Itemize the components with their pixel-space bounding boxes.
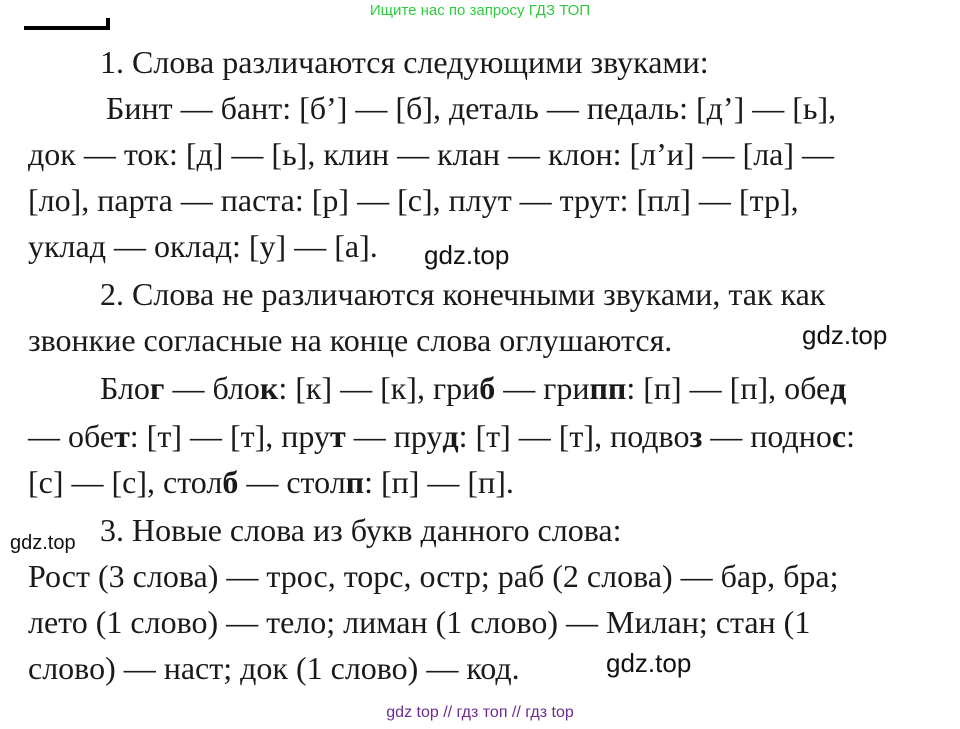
watermark: gdz.top [424,240,510,270]
text-line: лето (1 слово) — тело; лиман (1 слово) — Милан; стан (1 [28,604,811,640]
text-span: : [846,418,855,454]
bold-letter: к [259,370,279,406]
text-line [28,462,514,502]
text-line: Рост (3 слова) — трос, торс, остр; раб (2 слова) — бар, бра; [28,558,839,594]
bold-letter: п [345,464,365,500]
text-line: 1. Слова различаются следующими звуками: [100,44,709,80]
text-span: — подно [702,418,832,454]
bold-letter: с [831,418,847,454]
text-line [28,416,855,456]
bold-letter: д [830,370,847,406]
text-span: : [к] — [к], гри [278,370,480,406]
text-span: : [т] — [т], подво [458,418,690,454]
text-line [100,368,846,408]
text-line: звонкие согласные на конце слова оглушаются. [28,322,673,358]
footer-watermark: gdz top // гдз топ // гдз top [386,704,574,721]
text-span: — бло [164,370,260,406]
bold-letter: т [114,418,130,454]
text-span: : [т] — [т], пру [129,418,330,454]
bold-letter: д [442,418,459,454]
text-line: 3. Новые слова из букв данного слова: [100,512,622,548]
text-span: — пру [345,418,443,454]
text-span: — стол [238,464,346,500]
top-banner: Ищите нас по запросу ГДЗ ТОП [369,2,591,19]
text-span: : [п] — [п], обе [626,370,831,406]
bold-letter: б [479,370,496,406]
text-line: док — ток: [д] — [ь], клин — клан — клон: [л’и] — [ла] — [28,136,835,172]
text-line: слово) — наст; док (1 слово) — код. [28,650,520,686]
watermark: gdz.top [606,648,692,678]
text-span: [с] — [с], стол [28,464,223,500]
text-span: — обе [28,418,115,454]
text-line: [ло], парта — паста: [р] — [с], плут — трут: [пл] — [тр], [28,182,799,218]
text-span: Бло [100,370,150,406]
bold-letter: б [222,464,239,500]
bold-letter: т [329,418,346,454]
text-line: уклад — оклад: [у] — [а]. [28,228,378,264]
text-span: : [п] — [п]. [364,464,514,500]
text-line: 2. Слова не различаются конечными звуками, так как [100,276,826,312]
text-line: Бинт — бант: [б’] — [б], деталь — педаль: [д’] — [ь], [106,90,837,126]
bold-letter: пп [589,370,627,406]
bold-letter: г [149,370,165,406]
text-span: — гри [495,370,590,406]
watermark: gdz.top [10,532,76,554]
watermark: gdz.top [802,320,888,350]
bold-letter: з [689,418,703,454]
